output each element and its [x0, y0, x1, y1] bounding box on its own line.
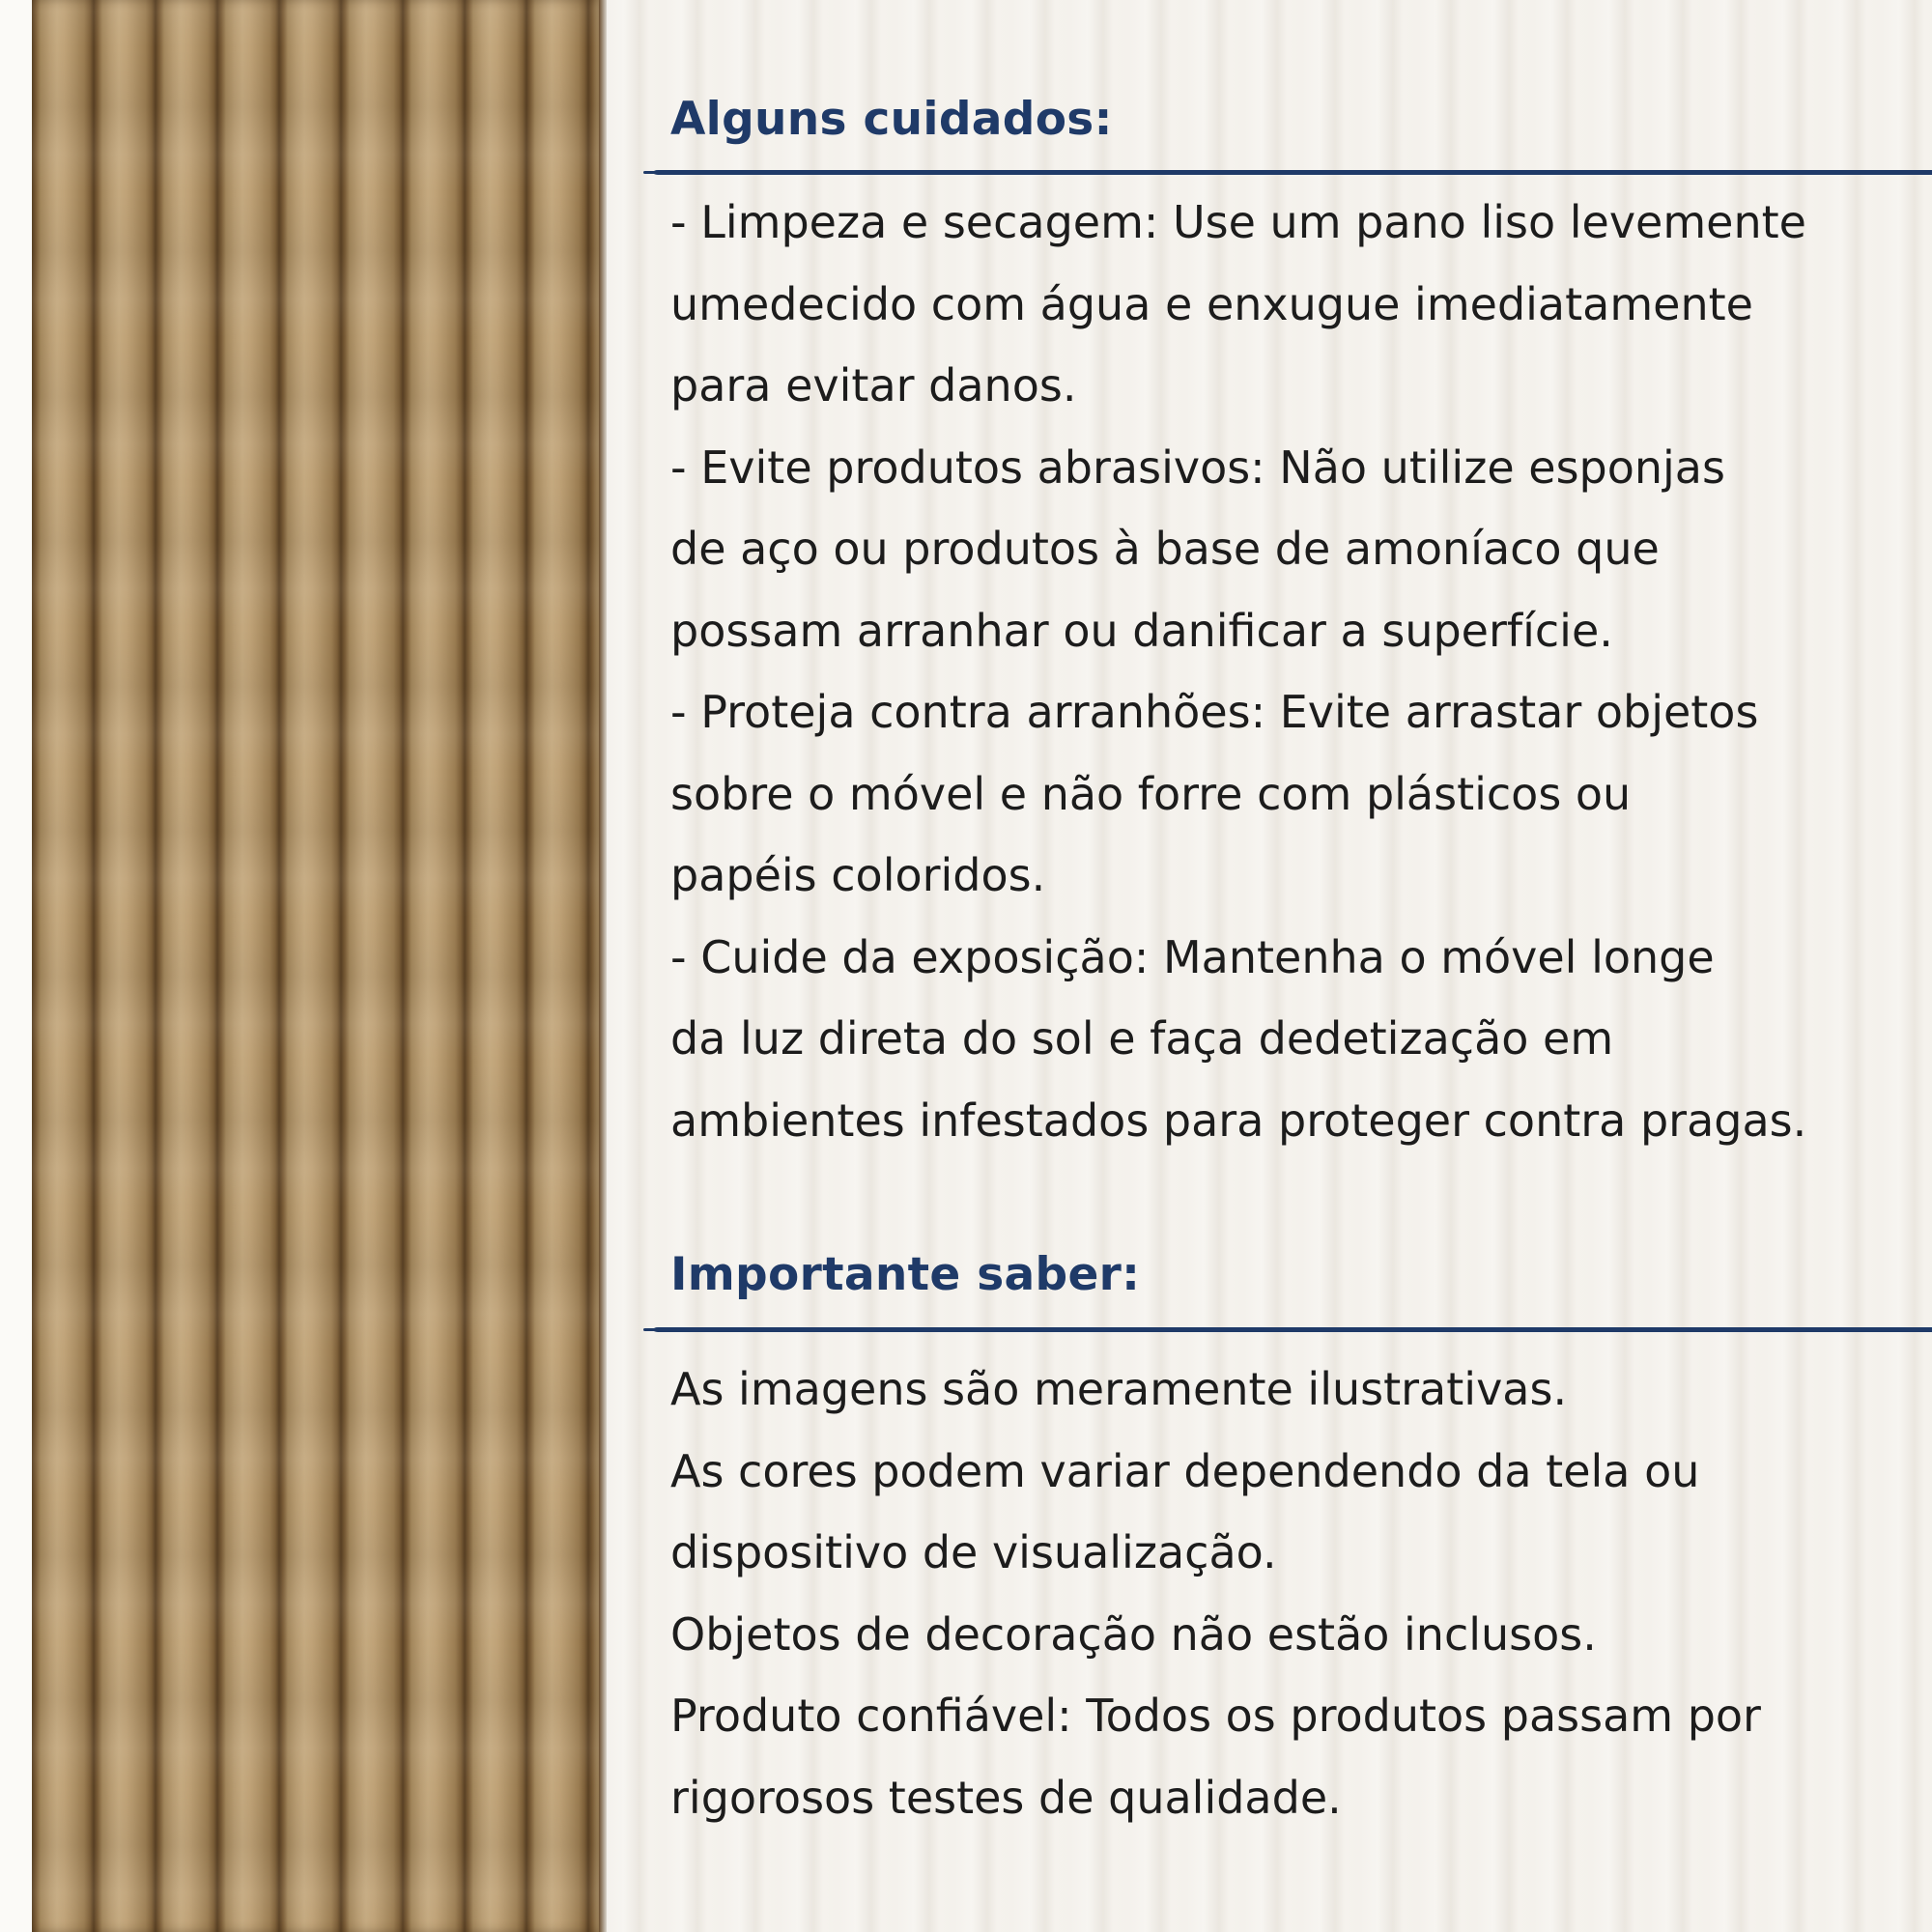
- panel-edge: [599, 0, 607, 1932]
- care-line: de aço ou produtos à base de amoníaco que: [670, 523, 1660, 575]
- care-line: ambientes infestados para proteger contra pragas.: [670, 1094, 1807, 1147]
- important-line: As cores podem variar dependendo da tela ou: [670, 1444, 1700, 1497]
- care-section-body: [670, 182, 1917, 1161]
- important-section-title: Importante saber:: [670, 1248, 1141, 1301]
- important-line: rigorosos testes de qualidade.: [670, 1771, 1342, 1824]
- important-section-body: [670, 1349, 1917, 1838]
- important-line: dispositivo de visualização.: [670, 1526, 1277, 1578]
- important-section-divider: [653, 1327, 1932, 1332]
- care-line: sobre o móvel e não forre com plásticos ou: [670, 767, 1632, 820]
- left-margin: [0, 0, 32, 1932]
- care-line: papéis coloridos.: [670, 849, 1046, 901]
- care-section-divider: [653, 170, 1932, 175]
- important-line: Produto confiável: Todos os produtos passam por: [670, 1690, 1761, 1742]
- important-line: As imagens são meramente ilustrativas.: [670, 1363, 1568, 1415]
- care-line: para evitar danos.: [670, 359, 1077, 412]
- care-line: umedecido com água e enxugue imediatamente: [670, 277, 1753, 330]
- care-section-title: Alguns cuidados:: [670, 93, 1113, 146]
- care-line: da luz direta do sol e faça dedetização em: [670, 1012, 1614, 1065]
- care-line: - Evite produtos abrasivos: Não utilize esponjas: [670, 440, 1725, 494]
- care-line: - Cuide da exposição: Mantenha o móvel longe: [670, 930, 1715, 983]
- care-line: - Proteja contra arranhões: Evite arrastar objetos: [670, 686, 1759, 738]
- important-line: Objetos de decoração não estão inclusos.: [670, 1607, 1597, 1661]
- care-line: - Limpeza e secagem: Use um pano liso levemente: [670, 196, 1806, 248]
- wood-slat-panel-image: [32, 0, 605, 1932]
- care-line: possam arranhar ou danificar a superfície.: [670, 604, 1613, 657]
